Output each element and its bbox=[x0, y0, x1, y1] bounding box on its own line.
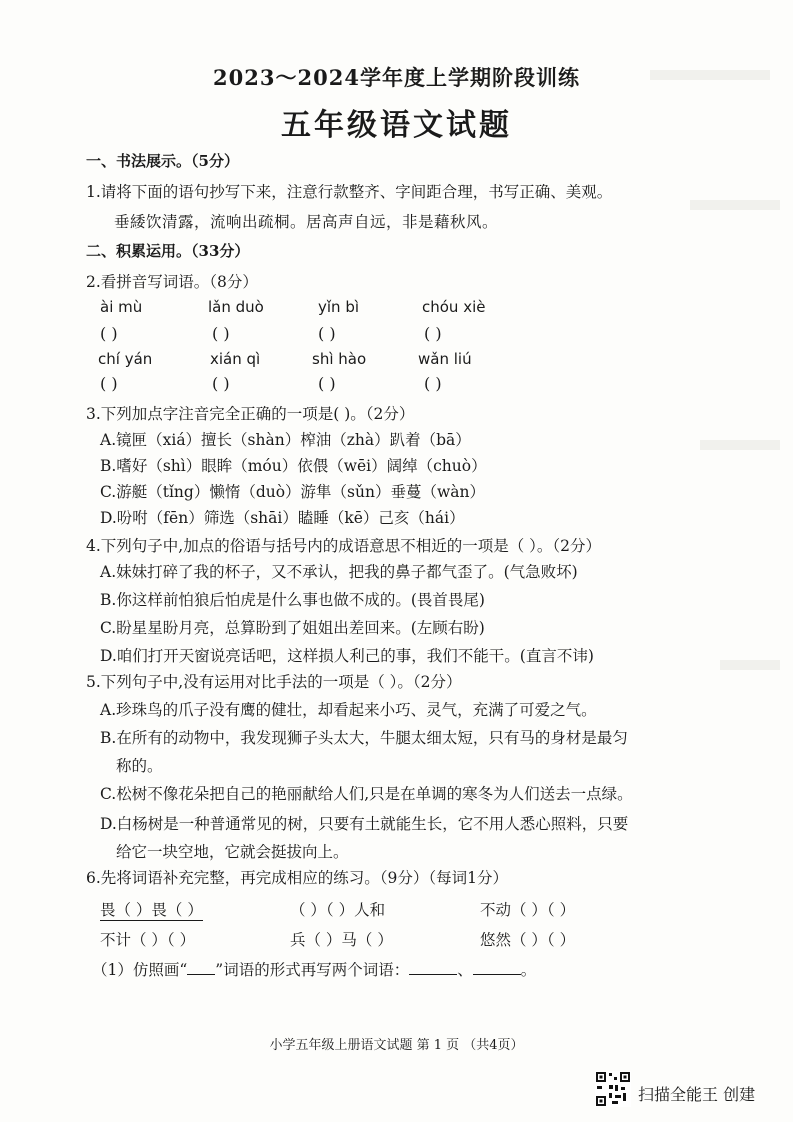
q6-sub-end: 。 bbox=[520, 961, 537, 979]
q6-word-5[interactable]: 兵（ ）马（ ） bbox=[290, 931, 393, 949]
answer-line[interactable] bbox=[409, 960, 457, 975]
q6-sub-separator: 、 bbox=[457, 961, 473, 979]
question-5: 5.下列句子中,没有运用对比手法的一项是（ ）。（2分） bbox=[86, 673, 462, 691]
q3-option-d: D.吩咐（fēn）筛选（shāi）瞌睡（kē）己亥（hái） bbox=[100, 509, 465, 527]
bleed-through-mark bbox=[720, 660, 780, 670]
answer-blank[interactable]: ( ) bbox=[100, 324, 118, 343]
q6-word-4[interactable]: 不计（ ）（ ） bbox=[100, 931, 196, 949]
q4-option-d: D.咱们打开天窗说亮话吧，这样损人利己的事，我们不能干。(直言不讳) bbox=[100, 647, 594, 665]
q6-word-3[interactable]: 不动（ ）（ ） bbox=[480, 901, 576, 919]
scanner-watermark: 扫描全能王 创建 bbox=[638, 1085, 756, 1104]
pinyin-8: wǎn liú bbox=[418, 350, 472, 368]
answer-blank[interactable]: ( ) bbox=[424, 374, 442, 393]
bleed-through-mark bbox=[690, 200, 780, 210]
question-6: 6.先将词语补充完整，再完成相应的练习。（9分）（每词1分） bbox=[86, 869, 509, 887]
q5-option-b-cont: 称的。 bbox=[116, 757, 163, 775]
answer-blank[interactable]: ( ) bbox=[318, 374, 336, 393]
q5-option-b: B.在所有的动物中，我发现狮子头太大，牛腿太细太短，只有马的身材是最匀 bbox=[100, 729, 628, 747]
q5-option-c: C.松树不像花朵把自己的艳丽献给人们,只是在单调的寒冬为人们送去一点绿。 bbox=[100, 785, 633, 803]
pinyin-7: shì hào bbox=[312, 350, 367, 368]
exam-title: 五年级语文试题 bbox=[281, 108, 512, 143]
question-4: 4.下列句子中,加点的俗语与括号内的成语意思不相近的一项是（ ）。（2分） bbox=[86, 537, 602, 555]
question-2: 2.看拼音写词语。（8分） bbox=[86, 273, 258, 291]
page-footer: 小学五年级上册语文试题 第 1 页 （共4页） bbox=[269, 1038, 524, 1053]
answer-blank[interactable]: ( ) bbox=[318, 324, 336, 343]
pinyin-5: chí yán bbox=[98, 350, 153, 368]
pinyin-3: yǐn bì bbox=[318, 298, 360, 316]
q3-option-b: B.嗜好（shì）眼眸（móu）依偎（wēi）阔绰（chuò） bbox=[100, 457, 487, 475]
pinyin-4: chóu xiè bbox=[422, 298, 486, 316]
q5-option-d-cont: 给它一块空地，它就会挺拔向上。 bbox=[116, 843, 349, 861]
qr-code-icon bbox=[595, 1071, 631, 1107]
section-2-title: 二、积累运用。（33分） bbox=[86, 242, 250, 260]
pinyin-1: ài mù bbox=[100, 298, 143, 316]
q4-option-b: B.你这样前怕狼后怕虎是什么事也做不成的。(畏首畏尾) bbox=[100, 591, 485, 609]
q6-word-6[interactable]: 悠然（ ）（ ） bbox=[480, 931, 576, 949]
bleed-through-mark bbox=[700, 440, 780, 450]
answer-blank[interactable]: ( ) bbox=[212, 324, 230, 343]
q3-option-a: A.镜匣（xiá）擅长（shàn）榨油（zhà）趴着（bā） bbox=[100, 431, 471, 449]
pinyin-2: lǎn duò bbox=[208, 298, 264, 316]
answer-blank[interactable]: ( ) bbox=[100, 374, 118, 393]
answer-blank[interactable]: ( ) bbox=[424, 324, 442, 343]
answer-line[interactable] bbox=[473, 960, 521, 975]
q6-subquestion-1 bbox=[92, 958, 536, 980]
pinyin-6: xián qì bbox=[210, 350, 261, 368]
question-3: 3.下列加点字注音完全正确的一项是( )。（2分） bbox=[86, 405, 415, 423]
underline-sample bbox=[187, 960, 215, 975]
q5-option-a: A.珍珠鸟的爪子没有鹰的健壮，却看起来小巧、灵气，充满了可爱之气。 bbox=[100, 701, 597, 719]
q5-option-d: D.白杨树是一种普通常见的树，只要有土就能生长，它不用人悉心照料，只要 bbox=[100, 815, 629, 833]
q6-sub-prefix: （1）仿照画“ bbox=[92, 961, 188, 979]
question-1: 1.请将下面的语句抄写下来，注意行款整齐、字间距合理，书写正确、美观。 bbox=[86, 183, 613, 201]
question-1-text: 垂緌饮清露，流响出疏桐。居高声自远，非是藉秋风。 bbox=[114, 213, 499, 231]
q3-option-c: C.游艇（tǐng）懒惰（duò）游隼（sǔn）垂蔓（wàn） bbox=[100, 483, 485, 501]
answer-blank[interactable]: ( ) bbox=[212, 374, 230, 393]
q4-option-a: A.妹妹打碎了我的杯子，又不承认，把我的鼻子都气歪了。(气急败坏) bbox=[100, 563, 578, 581]
exam-term-title: 2023～2024学年度上学期阶段训练 bbox=[213, 65, 580, 90]
q6-example-word[interactable]: 畏（ ）畏（ ） bbox=[100, 898, 203, 921]
q4-option-c: C.盼星星盼月亮，总算盼到了姐姐出差回来。(左顾右盼) bbox=[100, 619, 485, 637]
section-1-title: 一、书法展示。（5分） bbox=[86, 152, 239, 170]
q6-sub-middle: ”词语的形式再写两个词语： bbox=[215, 961, 410, 979]
q6-word-2[interactable]: （ ）（ ）人和 bbox=[290, 901, 386, 919]
